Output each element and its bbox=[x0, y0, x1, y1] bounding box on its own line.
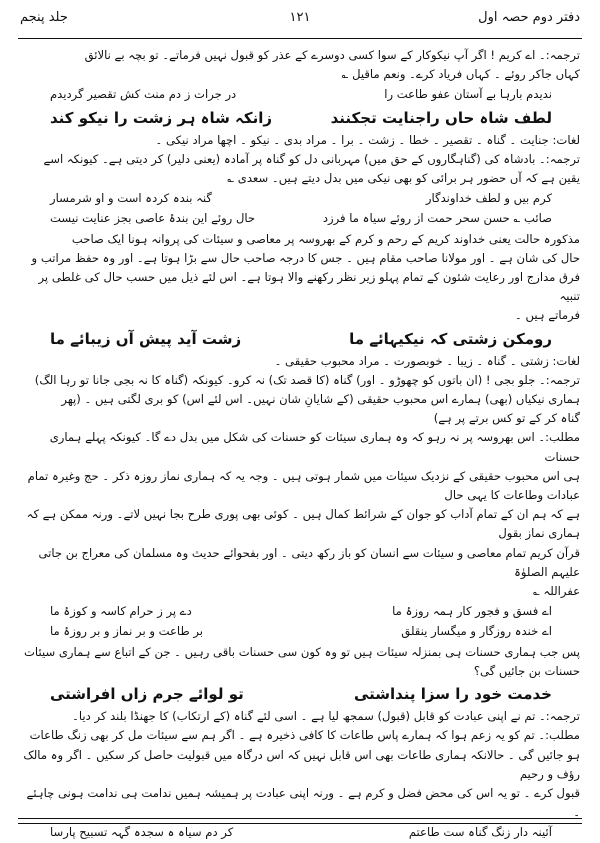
text-line: ہماری نیکیاں (بھی) ہمارے اس محبوب حقیقی (کے شایانِ شان نہیں۔ اس لئے اس) کو بری لگتی ہیں ۔ (پھر bbox=[61, 392, 580, 407]
text-line: حال کی شان ہے ۔ اور مولانا صاحب مقام ہیں ۔ جس کا درجہ صاحب حال سے بڑا ہوتا ہے۔ اور وہ حفظ مراتب و bbox=[31, 250, 580, 265]
verse-hemistich-second: تو لوائے جرم زاں افراشتی bbox=[50, 685, 244, 704]
verse-hemistich-second: دے پر ز حرام کاسہ و کوزۂ ما bbox=[50, 604, 192, 619]
verse-hemistich-second: بر طاعت و بر نماز و بر روزۂ ما bbox=[50, 624, 204, 639]
verse-couplet bbox=[22, 85, 580, 104]
text-line: یقین ہے کہ آں حضور ہر برائی کو بھی نیکی میں بدل دیتے ہیں۔ سعدی ؎ bbox=[227, 171, 580, 186]
verse-hemistich-second: زشت آید پیش آں زیبائے ما bbox=[50, 329, 242, 348]
text-line: حسنات بن جائیں گی؟ bbox=[473, 663, 580, 678]
text-line: فرق مدارج اور رعایت شئون کے تمام پہلو زیر نظر رکھنے والا ہوتا ہے۔ اس لئے ذیل میں حسب حال کی غلطی پر تنبیہ bbox=[38, 270, 580, 304]
verse-couplet bbox=[22, 106, 580, 130]
verse-hemistich-first: اے خندہ روزگار و میگسار ینقلق bbox=[401, 624, 552, 639]
verse-hemistich-first: لطف شاہ حاں راجنایت تجکنند bbox=[330, 108, 552, 127]
verse-hemistich-second: در جرات ز دم منت کش تقصیر گردیدم bbox=[50, 87, 237, 102]
verse-hemistich-second: زانکہ شاہ ہر زشت را نیکو کند bbox=[50, 108, 272, 127]
verse-hemistich-second: کر دم سیاہ ہ سجدہ گہہ تسبیح پارسا bbox=[50, 825, 234, 840]
verse-hemistich-first: کرم بیں و لطف خداوندگار bbox=[425, 191, 552, 206]
page-number: ۱۲۱ bbox=[289, 10, 311, 25]
verse-couplet bbox=[22, 327, 580, 351]
verse-hemistich-first: رومکن زشتی کہ نیکیہائے ما bbox=[349, 329, 552, 348]
verse-couplet bbox=[22, 622, 580, 641]
text-line: ہو جائیں گی ۔ حالانکہ ہماری طاعات بھی اس قابل نہیں کہ اس درگاہ میں قبولیت حاصل کر سکیں ۔ اگر وہ مالک رؤف و رحیم bbox=[23, 747, 580, 781]
verse-hemistich-first: آئینہ دار زنگ گناہ ست طاعتم bbox=[408, 825, 552, 840]
text-line: مذکورہ حالت یعنی خداوند کریم کے رحم و کرم کے بھروسہ پر معاصی و سیئات کی پروانہ ہونا ایک صاحب bbox=[71, 231, 580, 246]
text-line: لغات: جنایت ۔ گناہ ۔ تقصیر ۔ خطا ۔ زشت ۔ برا ۔ مراد بدی ۔ نیکو ۔ اچھا مراد نیکی ۔ bbox=[155, 132, 580, 147]
verse-hemistich-second: گنہ بندہ کردہ است و او شرمسار bbox=[50, 191, 212, 206]
verse-couplet bbox=[22, 209, 580, 228]
text-line: ترجمہ:۔ جلو بجی ! (ان باتوں کو چھوڑو ۔ اور) گناہ (کا قصد تک) نہ کرو۔ کیونکہ (گناہ کا نہ بجی جانا تو رہا الگ) bbox=[34, 372, 580, 387]
text-line: فرماتے ہیں ۔ bbox=[515, 308, 580, 323]
header-rule bbox=[18, 38, 582, 39]
footer-rule-2 bbox=[18, 823, 582, 824]
verse-hemistich-second: حال روئے این بندۂ عاصی بجز عنایت نیست bbox=[50, 211, 256, 226]
text-line: مطلب:۔ اس بھروسہ پر نہ رہو کہ وہ ہماری سیئات کو حسنات کی شکل میں بدل دے گا۔ کیونکہ پہلے ہماری حسنات bbox=[49, 430, 580, 464]
running-header bbox=[20, 8, 580, 34]
verse-couplet bbox=[22, 189, 580, 208]
text-line: مطلب:۔ تم کو یہ زعم ہوا کہ ہمارے پاس طاعات کا کافی ذخیرہ ہے ۔ اگر ہم سے سیئات مل کر بھی زنگ طاعات bbox=[29, 728, 580, 743]
text-line: پس جب ہماری حسنات ہی بمنزلہ سیئات ہیں تو وہ کون سی حسنات باقی رہیں ۔ جن کے اتباع سے ہماری سیئات bbox=[24, 644, 580, 659]
text-line: قرآن کریم تمام معاصی و سیئات سے انسان کو باز رکھ دیتی ۔ اور بفحوائے حدیث وہ مسلمان کی معراج بن جاتی علیہم الصلوٰۃ bbox=[38, 545, 580, 579]
verse-hemistich-first: اے فسق و فجور کار ہمہ روزۂ ما bbox=[392, 604, 552, 619]
text-line: گناہ کر کے تو کس برتے پر ہے) bbox=[433, 411, 580, 426]
text-line: لغات: زشتی ۔ گناہ ۔ زیبا ۔ خوبصورت ۔ مراد محبوب حقیقی ۔ bbox=[274, 353, 580, 368]
text-line: عفراللہ ؎ bbox=[532, 584, 580, 599]
verse-couplet bbox=[22, 602, 580, 621]
text-line: کہاں جاکر روئے ۔ کہاں فریاد کرے۔ ونعم ماقیل ؎ bbox=[341, 67, 580, 82]
verse-hemistich-first: ندیدم بارہا بے آستان عفو طاعت را bbox=[384, 87, 552, 102]
text-line: ترجمہ:۔ تم نے اپنی عبادت کو قابل (قبول) سمجھ لیا ہے ۔ اسی لئے گناہ (کے ارتکاب) کا جھنڈا بلند کر دیا۔ bbox=[72, 709, 580, 724]
text-line: ترجمہ:۔ اے کریم ! اگر آپ نیکوکار کے سوا کسی دوسرے کے عذر کو قبول نہیں فرماتے۔ تو بچہ بے نالائق bbox=[84, 48, 580, 62]
verse-couplet bbox=[22, 682, 580, 706]
text-line: ہے کہ ہم ان کے تمام آداب کو جوان کے شرائط کمال ہیں ۔ کوئی بھی پوری طرح بجا نہیں لاتے۔ ورنہ ممکن ہے کہ ہماری نماز بقول bbox=[26, 507, 580, 541]
text-line: ترجمہ:۔ بادشاہ کی (گناہگاروں کے حق میں) مہربانی دل کو گناہ پر آمادہ (یعنی دلیر) کر دیتی ہے۔ کیونکہ اسے bbox=[43, 151, 580, 166]
text-line: قبول کرے ۔ تو یہ اس کی محض فضل و کرم ہے ۔ ورنہ اپنی عبادت پر ہمیشہ ہمیں ندامت ہی ندامت ہونی چاہئے ۔ bbox=[26, 785, 580, 820]
verse-hemistich-first: صائب ؎ حسن سحر حمت از روئے سیاہ ما فرزد bbox=[322, 211, 552, 226]
verse-couplet bbox=[22, 823, 580, 842]
volume-label: جلد پنجم bbox=[20, 10, 68, 25]
page-body bbox=[22, 46, 580, 840]
text-line: ہی اس محبوب حقیقی کے نزدیک سیئات میں شمار ہوتی ہیں ۔ وجہ یہ کہ ہماری نماز روزہ ذکر ۔ حج وغیرہ تمام عبادات وطاعات کا یہی حال bbox=[27, 468, 580, 503]
verse-hemistich-first: خدمت خود را سزا پنداشتی bbox=[353, 685, 552, 704]
footer-rule-1 bbox=[18, 818, 582, 819]
book-section-label: دفتر دوم حصہ اول bbox=[478, 10, 580, 25]
